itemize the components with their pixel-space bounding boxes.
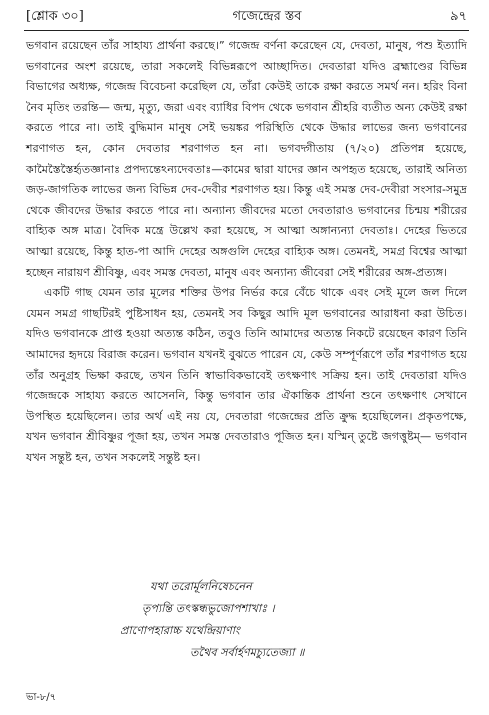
chapter-title: গজেন্দ্রের স্তব: [232, 8, 302, 24]
header-divider: [24, 30, 469, 31]
verse-reference: [শ্লোক ৩০]: [26, 8, 84, 24]
verse-line-4: তথৈব সর্বার্হণমচ্যুতেজ্যা ॥: [190, 646, 305, 659]
paragraph-2: একটি গাছ যেমন তার মূলের শক্তির উপর নির্ভর করে বেঁচে থাকে এবং সেই মূলে জল দিলে যেমন সমগ্র গাছটিরই পুষ্টিসাধন হয়, তেমনই সব কিছুর আদি মূল ভগবানের আরাধনা করা উচিত। যদিও ভগবানকে প্রাপ্ত হওয়া অত্যন্ত কঠিন, তবুও তিনি আমাদের অত্যন্ত নিকটে রয়েছেন কারণ তিনি আমাদের হৃদয়ে বিরাজ করেন। ভগবান যখনই বুঝতে পারেন যে, কেউ সম্পূর্ণরূপে তাঁর শরণাগত হয়ে তাঁর অনুগ্রহ ভিক্ষা করছে, তখন তিনি স্বাভাবিকভাবেই তৎক্ষণাৎ সক্রিয় হন। তাই দেবতারা যদিও গজেন্দ্রকে সাহায্য করতে আসেননি, কিন্তু ভগবান তার ঐকান্তিক প্রার্থনা শুনে তৎক্ষণাৎ সেখানে উপস্থিত হয়েছিলেন। তার অর্থ এই নয় যে, দেবতারা গজেন্দ্রের প্রতি ক্রুদ্ধ হয়েছিলেন। প্রকৃতপক্ষে, যখন ভগবান শ্রীবিষ্ণুর পূজা হয়, তখন সমস্ত দেবতারাও পূজিত হন। যস্মিন্ তুষ্টে জগত্তুষ্টম্— ভগবান যখন সন্তুষ্ট হন, তখন সকলেই সন্তুষ্ট হন।: [26, 286, 467, 464]
verse-line-1: যথা তরোর্মূলনিষেচনেন: [150, 580, 252, 593]
sanskrit-verse: [40, 576, 469, 664]
verse-line-2: তৃপ্যন্তি তৎস্কন্ধভুজোপশাখাঃ ।: [142, 602, 275, 615]
page-footer-code: ভা-৮/৭: [26, 692, 57, 703]
verse-line-3: প্রাণোপহারাচ্চ যথেন্দ্রিয়াণাং: [120, 624, 240, 637]
page-header: [26, 6, 467, 28]
paragraph-1: ভগবান রয়েছেন তাঁর সাহায্য প্রার্থনা করছে।” গজেন্দ্র বর্ণনা করেছেন যে, দেবতা, মানুষ, পশু ইত্যাদি ভগবানের অংশ রয়েছে, তারা সকলেই বিভিন্নরূপে আচ্ছাদিত। দেবতারা যদিও ব্রহ্মাণ্ডের বিভিন্ন বিভাগের অধ্যক্ষ, গজেন্দ্র বিবেচনা করেছিল যে, তাঁরা কেউই তাকে রক্ষা করতে সমর্থ নন। হরিং বিনা নৈব মৃতিং তরন্তি— জন্ম, মৃত্যু, জরা এবং ব্যাধির বিপদ থেকে ভগবান শ্রীহরি ব্যতীত অন্য কেউই রক্ষা করতে পারে না। তাই বুদ্ধিমান মানুষ সেই ভয়ঙ্কর পরিস্থিতি থেকে উদ্ধার লাভের জন্য ভগবানের শরণাগত হন, কোন দেবতার শরণাগত হন না। ভগবদ্গীতায় (৭/২০) প্রতিপন্ন হয়েছে, কামৈস্তৈস্তৈর্হৃতজ্ঞানাঃ প্রপদ্যন্তেঽন্যদেবতাঃ—কামের দ্বারা যাদের জ্ঞান অপহৃত হয়েছে, তারাই অনিত্য জড়-জাগতিক লাভের জন্য বিভিন্ন দেব-দেবীর শরণাগত হয়। কিন্তু এই সমস্ত দেব-দেবীরা সংসার-সমুদ্র থেকে জীবদের উদ্ধার করতে পারে না। অন্যান্য জীবদের মতো দেবতারাও ভগবানের চিন্ময় শরীরের বাহ্যিক অঙ্গ মাত্র। বৈদিক মন্ত্রে উল্লেখ করা হয়েছে, স আত্মা অঙ্গান্যন্যা দেবতাঃ। দেহের ভিতরে আত্মা রয়েছে, কিন্তু হাত-পা আদি দেহের অঙ্গগুলি দেহের বাহ্যিক অঙ্গ। তেমনই, সমগ্র বিশ্বের আত্মা হচ্ছেন নারায়ণ শ্রীবিষ্ণু, এবং সমস্ত দেবতা, মানুষ এবং অন্যান্য জীবেরা সেই শরীরের অঙ্গ-প্রত্যঙ্গ।: [26, 39, 467, 279]
purport-text: [26, 36, 467, 468]
page-number: ৯৭: [450, 8, 467, 24]
